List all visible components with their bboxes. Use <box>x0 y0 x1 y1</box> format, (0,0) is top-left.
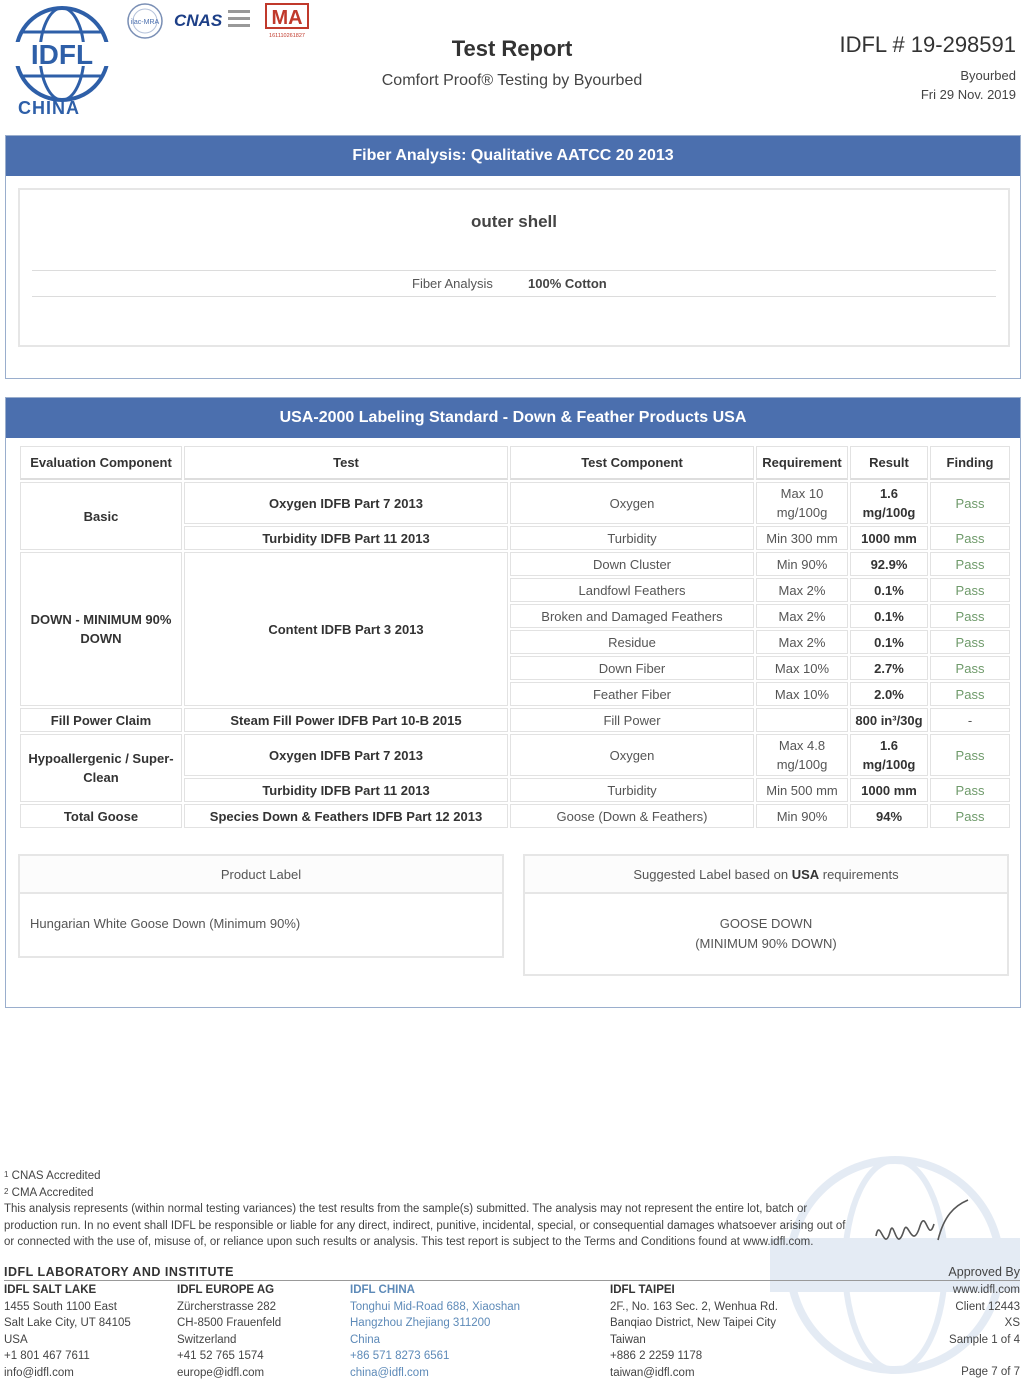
table-row <box>20 734 1010 776</box>
result: 2.0% <box>850 682 928 706</box>
footnote-cnas: CNAS Accredited <box>11 1170 101 1182</box>
divider <box>32 270 996 271</box>
requirement: Min 90% <box>756 804 848 828</box>
office-line: +86 571 8273 6561 <box>350 1350 450 1362</box>
result: 1000 mm <box>850 526 928 550</box>
test-component: Residue <box>510 630 754 654</box>
outer-shell-panel <box>18 188 1010 347</box>
evaluation-component: Total Goose <box>20 804 182 828</box>
fiber-analysis-heading: Fiber Analysis: Qualitative AATCC 20 2013 <box>6 136 1020 176</box>
table-row <box>20 552 1010 576</box>
test-component: Down Cluster <box>510 552 754 576</box>
test-component: Turbidity <box>510 778 754 802</box>
cma-logo <box>262 2 314 40</box>
report-number: IDFL # 19-298591 <box>839 32 1016 57</box>
office-line: China <box>350 1333 381 1346</box>
finding: Pass <box>930 682 1010 706</box>
test-component: Feather Fiber <box>510 682 754 706</box>
report-date: Fri 29 Nov. 2019 <box>920 87 1016 102</box>
test-component: Broken and Damaged Feathers <box>510 604 754 628</box>
office-line: +1 801 467 7611 <box>4 1350 90 1362</box>
suggested-heading-post: requirements <box>819 867 899 882</box>
column-header: Test <box>184 446 508 480</box>
test-component: Down Fiber <box>510 656 754 680</box>
cma-text: MA <box>271 7 303 29</box>
requirement: Max 10 mg/100g <box>756 482 848 524</box>
finding: Pass <box>930 552 1010 576</box>
footer-divider <box>4 1280 1020 1281</box>
test-name: Steam Fill Power IDFB Part 10-B 2015 <box>184 708 508 732</box>
suggested-line-2: (MINIMUM 90% DOWN) <box>695 936 837 951</box>
column-header: Evaluation Component <box>20 446 182 480</box>
requirement: Max 2% <box>756 604 848 628</box>
column-header: Result <box>850 446 928 480</box>
suggested-heading-pre: Suggested Label based on <box>633 867 792 882</box>
labeling-standard-heading: USA-2000 Labeling Standard - Down & Feather Products USA <box>6 398 1020 438</box>
office-line: Salt Lake City, UT 84105 <box>4 1317 131 1329</box>
test-name: Oxygen IDFB Part 7 2013 <box>184 482 508 524</box>
page-number: Page 7 of 7 <box>961 1366 1020 1378</box>
test-component: Goose (Down & Feathers) <box>510 804 754 828</box>
signature <box>868 1196 978 1262</box>
result: 1.6 mg/100g <box>850 734 928 776</box>
result: 94% <box>850 804 928 828</box>
fiber-analysis-value: 100% Cotton <box>528 276 607 291</box>
finding: Pass <box>930 656 1010 680</box>
result: 0.1% <box>850 604 928 628</box>
column-header: Requirement <box>756 446 848 480</box>
table-header-row <box>20 446 1010 480</box>
office-taipei <box>610 1282 778 1381</box>
suggested-line-1: GOOSE DOWN <box>719 916 813 931</box>
finding: Pass <box>930 482 1010 524</box>
result: 800 in³/30g <box>850 708 928 732</box>
footnote-cma: CMA Accredited <box>11 1186 94 1199</box>
client-number: Client 12443 <box>955 1300 1020 1313</box>
finding: Pass <box>930 630 1010 654</box>
finding: Pass <box>930 804 1010 828</box>
table-row <box>20 482 1010 524</box>
footnote-marker: 2 <box>4 1186 9 1196</box>
test-component: Oxygen <box>510 482 754 524</box>
requirement <box>756 708 848 732</box>
test-name: Species Down & Feathers IDFB Part 12 2013 <box>184 804 508 828</box>
evaluation-component: DOWN - MINIMUM 90% DOWN <box>20 552 182 706</box>
labeling-standard-section <box>5 397 1021 1008</box>
requirement: Max 10% <box>756 656 848 680</box>
finding: Pass <box>930 526 1010 550</box>
test-name: Content IDFB Part 3 2013 <box>184 552 508 706</box>
office-email[interactable]: info@idfl.com <box>4 1366 74 1379</box>
suggested-label-heading <box>525 856 1007 894</box>
office-line: 2F., No. 163 Sec. 2, Wenhua Rd. <box>610 1300 778 1313</box>
approved-by: Approved By <box>948 1265 1020 1279</box>
finding: - <box>930 708 1010 732</box>
component-title: outer shell <box>471 212 557 231</box>
client-name: Byourbed <box>960 68 1016 83</box>
office-line: 1455 South 1100 East <box>4 1300 117 1313</box>
office-name: IDFL TAIPEI <box>610 1284 675 1296</box>
evaluation-component: Basic <box>20 482 182 550</box>
test-component: Landfowl Feathers <box>510 578 754 602</box>
suggested-label-box <box>523 854 1009 976</box>
test-component: Oxygen <box>510 734 754 776</box>
test-name: Turbidity IDFB Part 11 2013 <box>184 778 508 802</box>
requirement: Min 90% <box>756 552 848 576</box>
disclaimer: This analysis represents (within normal testing variances) the test results from the sample(s) submitted. The analysis may not represent the entire lot, batch or production run. In no event shall IDFL be responsible or liable for any direct, indirect, punitive, incidental, special, or consequential damages whatsoever arising out of or connected with the use of, misuse of, or reliance upon such results or analysis. This test report is subject to the Terms and Conditions found at www.idfl.com. <box>4 1203 846 1248</box>
requirement: Min 500 mm <box>756 778 848 802</box>
office-email[interactable]: china@idfl.com <box>350 1366 429 1379</box>
footnotes <box>4 1168 854 1251</box>
report-title: Test Report <box>451 36 573 61</box>
requirement: Max 2% <box>756 578 848 602</box>
logo-text: IDFL <box>30 39 94 70</box>
requirement: Min 300 mm <box>756 526 848 550</box>
finding: Pass <box>930 578 1010 602</box>
cma-number: 161110261827 <box>269 33 305 39</box>
sample-size: XS <box>1004 1317 1020 1329</box>
office-email[interactable]: taiwan@idfl.com <box>610 1366 695 1379</box>
finding: Pass <box>930 734 1010 776</box>
result: 1.6 mg/100g <box>850 482 928 524</box>
office-line: Hangzhou Zhejiang 311200 <box>350 1317 491 1329</box>
requirement: Max 10% <box>756 682 848 706</box>
office-name: IDFL SALT LAKE <box>4 1284 97 1296</box>
office-europe <box>177 1282 281 1381</box>
office-line: Banqiao District, New Taipei City <box>610 1317 776 1329</box>
office-china <box>350 1282 520 1381</box>
office-line: Zürcherstrasse 282 <box>177 1300 277 1313</box>
finding: Pass <box>930 604 1010 628</box>
footnote-marker: 1 <box>4 1170 9 1179</box>
product-label-text: Hungarian White Goose Down (Minimum 90%) <box>30 916 301 931</box>
lab-name: IDFL LABORATORY AND INSTITUTE <box>4 1265 235 1279</box>
table-row <box>20 708 1010 732</box>
suggested-heading-bold: USA <box>791 867 820 882</box>
ilac-text: ilac-MRA <box>130 19 160 26</box>
office-line: +886 2 2259 1178 <box>610 1350 703 1362</box>
office-name: IDFL CHINA <box>350 1284 415 1296</box>
result: 2.7% <box>850 656 928 680</box>
report-meta <box>949 1282 1020 1381</box>
evaluation-component: Fill Power Claim <box>20 708 182 732</box>
cnas-logo <box>172 2 254 40</box>
result: 0.1% <box>850 630 928 654</box>
results-table <box>18 444 1012 830</box>
divider <box>32 296 996 297</box>
cnas-text: CNAS <box>174 11 223 30</box>
result: 92.9% <box>850 552 928 576</box>
column-header: Test Component <box>510 446 754 480</box>
website-link[interactable]: www.idfl.com <box>952 1284 1020 1296</box>
requirement: Max 2% <box>756 630 848 654</box>
test-name: Turbidity IDFB Part 11 2013 <box>184 526 508 550</box>
office-line: Tonghui Mid-Road 688, Xiaoshan <box>350 1300 521 1313</box>
test-component: Fill Power <box>510 708 754 732</box>
office-line: Switzerland <box>177 1333 237 1346</box>
finding: Pass <box>930 778 1010 802</box>
office-line: +41 52 765 1574 <box>177 1350 264 1362</box>
evaluation-component: Hypoallergenic / Super-Clean <box>20 734 182 802</box>
fiber-analysis-section <box>5 135 1021 379</box>
product-label-heading: Product Label <box>20 856 502 894</box>
logo-china-text: CHINA <box>18 98 80 118</box>
office-line: Taiwan <box>610 1333 646 1346</box>
sample-count: Sample 1 of 4 <box>949 1333 1020 1346</box>
product-label-box <box>18 854 504 958</box>
ilac-mra-logo <box>126 2 164 40</box>
office-line: CH-8500 Frauenfeld <box>177 1317 282 1329</box>
office-salt-lake <box>4 1282 131 1381</box>
column-header: Finding <box>930 446 1010 480</box>
test-component: Turbidity <box>510 526 754 550</box>
office-email[interactable]: europe@idfl.com <box>177 1366 265 1379</box>
result: 1000 mm <box>850 778 928 802</box>
report-subtitle: Comfort Proof® Testing by Byourbed <box>381 72 643 89</box>
office-line: USA <box>4 1333 28 1346</box>
test-name: Oxygen IDFB Part 7 2013 <box>184 734 508 776</box>
suggested-label-text <box>525 894 1007 954</box>
requirement: Max 4.8 mg/100g <box>756 734 848 776</box>
table-row <box>20 804 1010 828</box>
office-name: IDFL EUROPE AG <box>177 1284 275 1296</box>
result: 0.1% <box>850 578 928 602</box>
fiber-analysis-label: Fiber Analysis <box>412 276 493 291</box>
